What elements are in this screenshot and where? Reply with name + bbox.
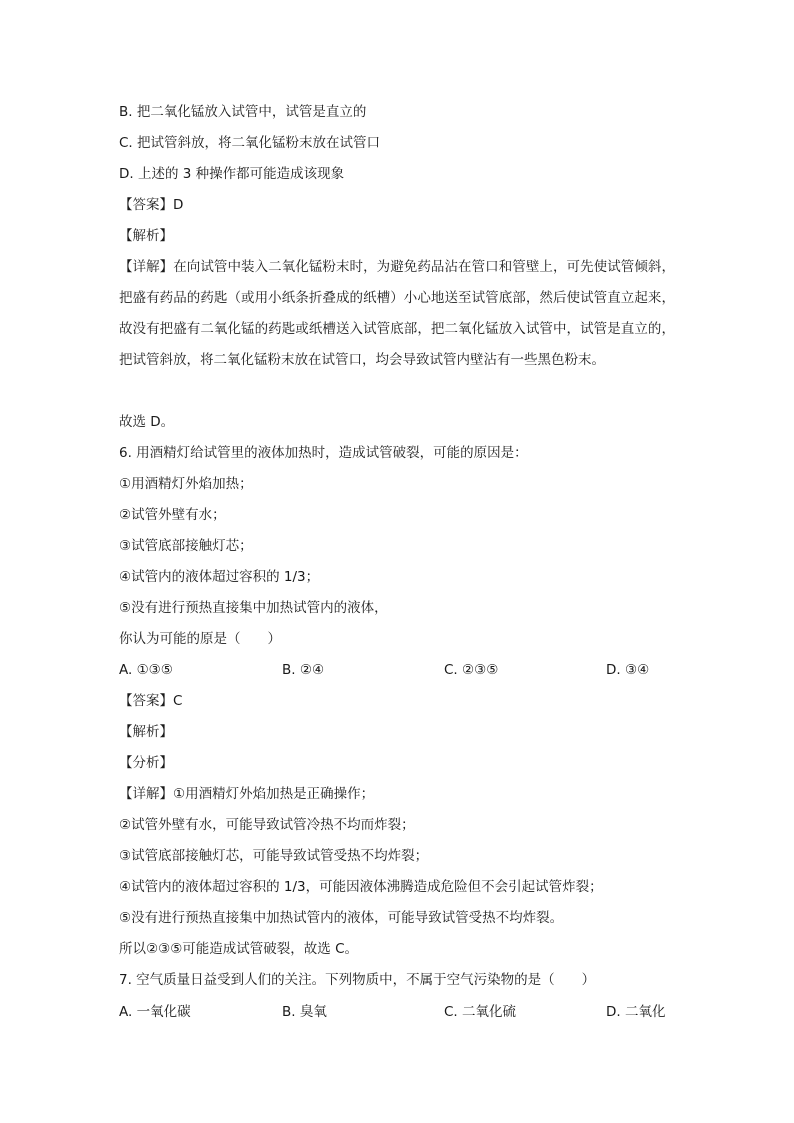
reason-2: ②试管外壁有水；: [119, 507, 226, 523]
reason-5: ⑤没有进行预热直接集中加热试管内的液体，: [119, 600, 388, 616]
question-6-prompt: 你认为可能的原是（ ）: [119, 631, 281, 647]
option-c-text: C. 把试管斜放，将二氧化锰粉末放在试管口: [119, 135, 381, 151]
question-7-stem: 7. 空气质量日益受到人们的关注。下列物质中，不属于空气污染物的是（ ）: [119, 972, 596, 988]
detail-4: ④试管内的液体超过容积的 1/3，可能因液体沸腾造成危险但不会引起试管炸裂；: [119, 879, 603, 895]
answer-label: 【答案】D: [119, 197, 184, 213]
answer-label: 【答案】C: [119, 693, 183, 709]
reason-3: ③试管底部接触灯芯；: [119, 538, 253, 554]
q6-choice-d: D. ③④: [606, 662, 650, 678]
detail-1: 【详解】①用酒精灯外焰加热是正确操作；: [119, 786, 375, 802]
q7-choice-c: C. 二氧化硫: [444, 1004, 517, 1020]
q7-choice-a: A. 一氧化碳: [119, 1004, 191, 1020]
reason-1: ①用酒精灯外焰加热；: [119, 476, 253, 492]
option-b-text: B. 把二氧化锰放入试管中，试管是直立的: [119, 104, 367, 120]
reason-4: ④试管内的液体超过容积的 1/3；: [119, 569, 320, 585]
option-d-text: D. 上述的 3 种操作都可能造成该现象: [119, 166, 345, 182]
q7-choice-d: D. 二氧化: [606, 1004, 666, 1020]
detailed-explanation: 【详解】在向试管中装入二氧化锰粉末时，为避免药品沾在管口和管壁上，可先使试管倾斜，把盛有药品的药匙（或用小纸条折叠成的纸槽）小心地送至试管底部，然后使试管直立起来，故没有把盛有二氧化锰的药匙或纸槽送入试管底部，把二氧化锰放入试管中，试管是直立的，把试管斜放，将二氧化锰粉末放在试管口，均会导致试管内壁沾有一些黑色粉末。: [119, 259, 675, 368]
q7-choice-b: B. 臭氧: [282, 1004, 327, 1020]
detail-5: ⑤没有进行预热直接集中加热试管内的液体，可能导致试管受热不均炸裂。: [119, 910, 564, 926]
detail-3: ③试管底部接触灯芯，可能导致试管受热不均炸裂；: [119, 848, 429, 864]
analysis-label: 【解析】: [119, 724, 173, 740]
conclusion-text: 故选 D。: [119, 414, 175, 430]
analysis-subheading: 【分析】: [119, 755, 173, 771]
q6-choice-b: B. ②④: [282, 662, 325, 678]
question-6-stem: 6. 用酒精灯给试管里的液体加热时，造成试管破裂，可能的原因是：: [119, 445, 528, 461]
detail-2: ②试管外壁有水，可能导致试管冷热不均而炸裂；: [119, 817, 415, 833]
analysis-label: 【解析】: [119, 228, 173, 244]
conclusion-text: 所以②③⑤可能造成试管破裂，故选 C。: [119, 941, 359, 957]
q6-choice-a: A. ①③⑤: [119, 662, 173, 678]
q6-choice-c: C. ②③⑤: [444, 662, 499, 678]
